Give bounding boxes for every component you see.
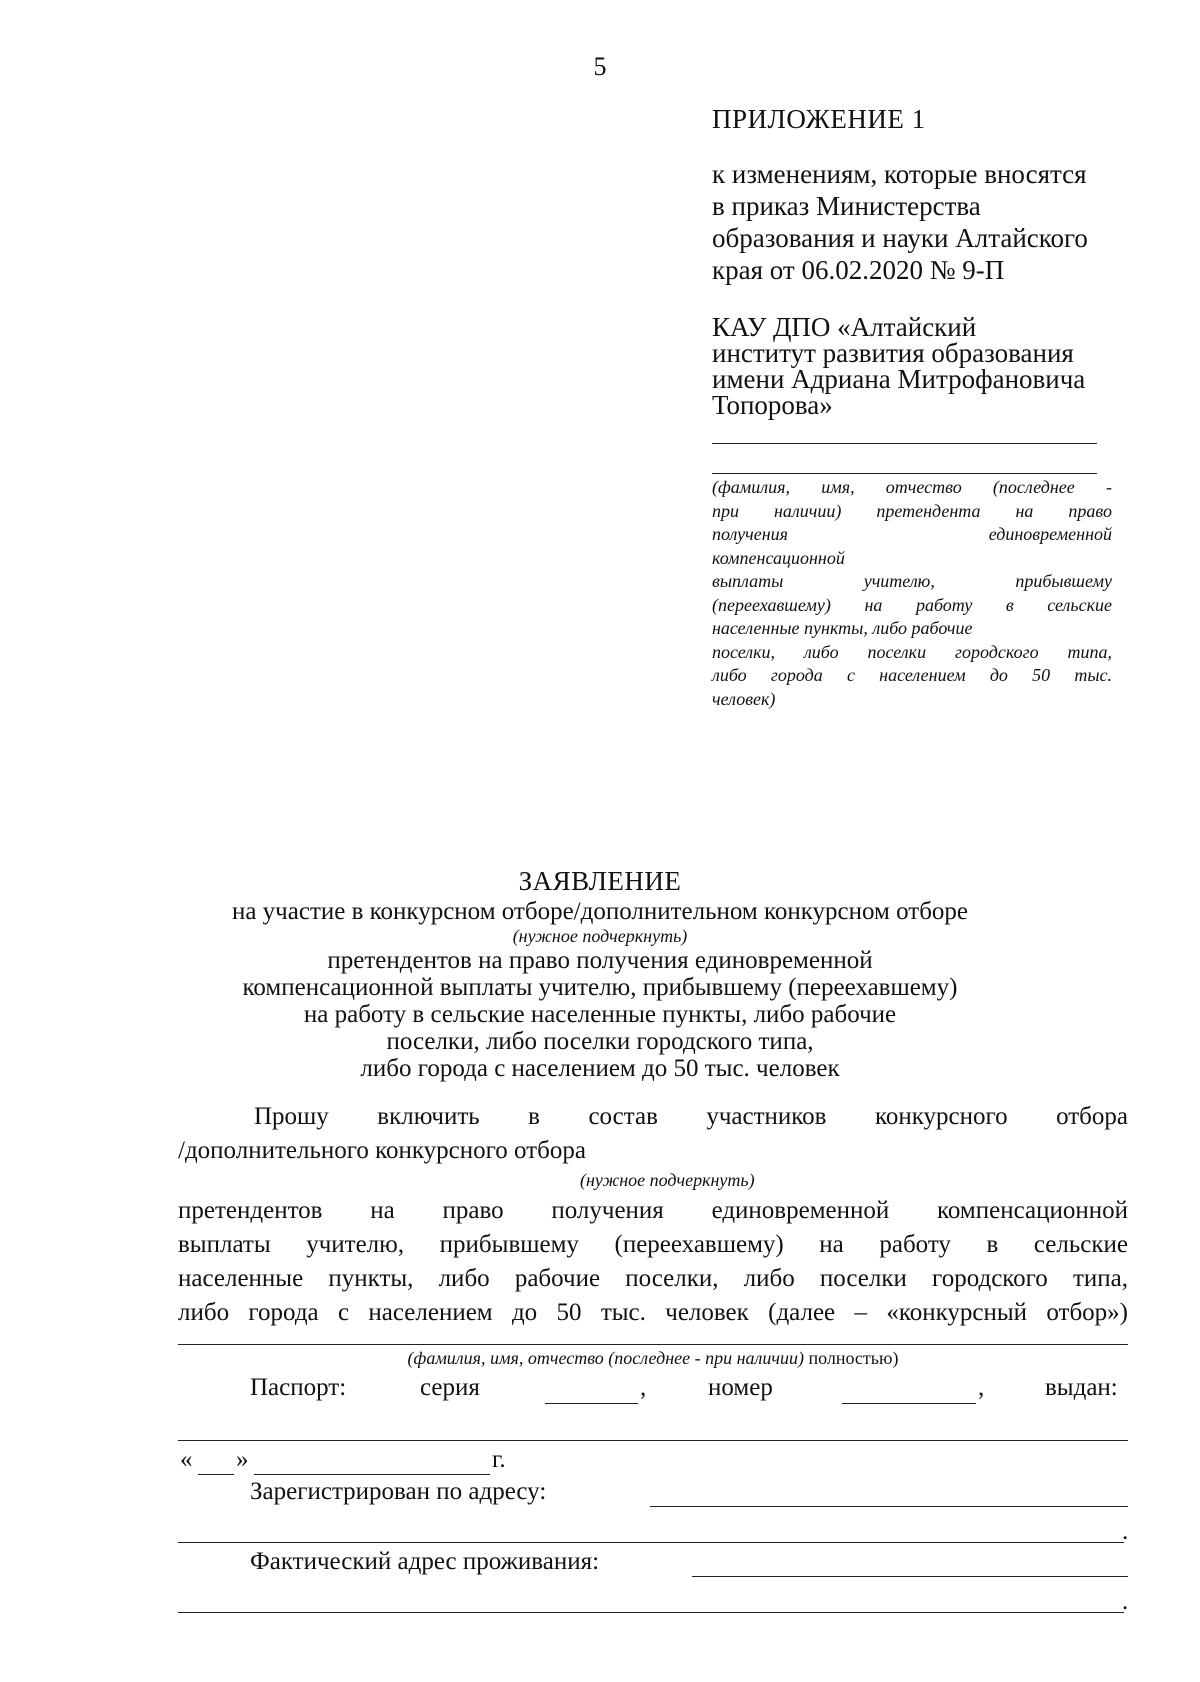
statement-line: претендентов на право получения единовременной bbox=[327, 947, 873, 974]
body-line: Прошу включить в состав участников конкурсного отбора bbox=[254, 1103, 1128, 1130]
statement-line: либо города с населением до 50 тыс. человек bbox=[360, 1055, 840, 1082]
comma: , bbox=[640, 1374, 647, 1401]
registered-address-field[interactable] bbox=[650, 1506, 1128, 1507]
caption-line: компенсационной bbox=[712, 547, 845, 568]
request-paragraph bbox=[178, 1100, 1128, 1168]
full-name-field[interactable] bbox=[178, 1344, 1128, 1345]
statement-line: на работу в сельские населенные пункты, либо рабочие bbox=[303, 1001, 897, 1028]
organization-line: институт развития образования bbox=[712, 338, 1074, 368]
passport-label: Паспорт: bbox=[250, 1374, 347, 1401]
statement-line: компенсационной выплаты учителю, прибывшему (переехавшему) bbox=[242, 974, 958, 1001]
body-line: населенные пункты, либо рабочие поселки, либо поселки городского типа, bbox=[178, 1265, 1128, 1292]
statement-note: (нужное подчеркнуть) bbox=[512, 926, 688, 946]
caption-line: выплаты учителю, прибывшему bbox=[712, 571, 1112, 591]
body-note: (нужное подчеркнуть) bbox=[580, 1170, 755, 1190]
addressee-organization bbox=[712, 314, 1112, 418]
full-name-caption-tail: полностью) bbox=[803, 1348, 899, 1368]
series-label: серия bbox=[420, 1374, 480, 1401]
page-number: 5 bbox=[593, 52, 607, 81]
full-name-caption-text: (фамилия, имя, отчество (последнее - при наличии) bbox=[407, 1348, 804, 1368]
comma: , bbox=[978, 1374, 985, 1401]
full-name-caption bbox=[178, 1348, 1128, 1369]
caption-line: поселки, либо поселки городского типа, bbox=[712, 641, 1112, 662]
period: . bbox=[1122, 1518, 1129, 1545]
issue-month-year-field[interactable] bbox=[254, 1474, 490, 1475]
caption-line: человек) bbox=[712, 688, 776, 709]
registered-address-field-2[interactable] bbox=[178, 1542, 1124, 1543]
issue-day-field[interactable] bbox=[198, 1474, 234, 1475]
passport-series-field[interactable] bbox=[545, 1403, 638, 1404]
actual-address-field-2[interactable] bbox=[178, 1612, 1124, 1613]
appendix-reference bbox=[712, 158, 1112, 286]
body-line: /дополнительного конкурсного отбора bbox=[178, 1137, 586, 1164]
actual-address-field[interactable] bbox=[692, 1576, 1128, 1577]
registered-address-label: Зарегистрирован по адресу: bbox=[250, 1478, 547, 1505]
statement-title: ЗАЯВЛЕНИЕ bbox=[518, 866, 682, 896]
applicant-caption bbox=[712, 476, 1112, 711]
date-close-quote: » bbox=[236, 1446, 249, 1473]
body-line: либо города с населением до 50 тыс. человек (далее – «конкурсный отбор») bbox=[178, 1299, 1128, 1326]
passport-number-field[interactable] bbox=[842, 1403, 976, 1404]
applicant-name-line-2[interactable] bbox=[712, 473, 1097, 474]
organization-line: имени Адриана Митрофановича bbox=[712, 364, 1086, 394]
period: . bbox=[1122, 1588, 1129, 1615]
caption-line: при наличии) претендента на право bbox=[712, 500, 1112, 521]
statement-heading bbox=[180, 898, 1020, 1082]
request-paragraph-continued bbox=[178, 1194, 1128, 1330]
organization-line: Топорова» bbox=[712, 390, 833, 420]
caption-line: либо города с населением до 50 тыс. bbox=[712, 665, 1112, 685]
reference-line: образования и науки Алтайского bbox=[712, 223, 1088, 253]
body-line: претендентов на право получения единовременной компенсационной bbox=[178, 1197, 1128, 1224]
applicant-name-line-1[interactable] bbox=[712, 443, 1097, 444]
number-label: номер bbox=[708, 1374, 773, 1401]
reference-line: к изменениям, которые вносятся bbox=[712, 159, 1087, 189]
issued-by-field[interactable] bbox=[178, 1440, 1128, 1441]
statement-line: поселки, либо поселки городского типа, bbox=[386, 1028, 814, 1055]
issued-label: выдан: bbox=[1045, 1374, 1118, 1401]
caption-line: получения единовременной bbox=[712, 524, 1112, 544]
date-open-quote: « bbox=[180, 1446, 193, 1473]
caption-line: (переехавшему) на работу в сельские bbox=[712, 594, 1112, 615]
reference-line: в приказ Министерства bbox=[712, 191, 981, 221]
caption-line: (фамилия, имя, отчество (последнее - bbox=[712, 477, 1112, 497]
actual-address-label: Фактический адрес проживания: bbox=[250, 1548, 600, 1575]
year-suffix: г. bbox=[492, 1446, 506, 1473]
organization-line: КАУ ДПО «Алтайский bbox=[712, 312, 977, 342]
body-line: выплаты учителю, прибывшему (переехавшему) на работу в сельские bbox=[178, 1231, 1128, 1258]
statement-line: на участие в конкурсном отборе/дополнительном конкурсном отборе bbox=[231, 898, 969, 925]
caption-line: населенные пункты, либо рабочие bbox=[712, 618, 973, 638]
reference-line: края от 06.02.2020 № 9-П bbox=[712, 255, 1005, 285]
appendix-title: ПРИЛОЖЕНИЕ 1 bbox=[712, 104, 926, 134]
